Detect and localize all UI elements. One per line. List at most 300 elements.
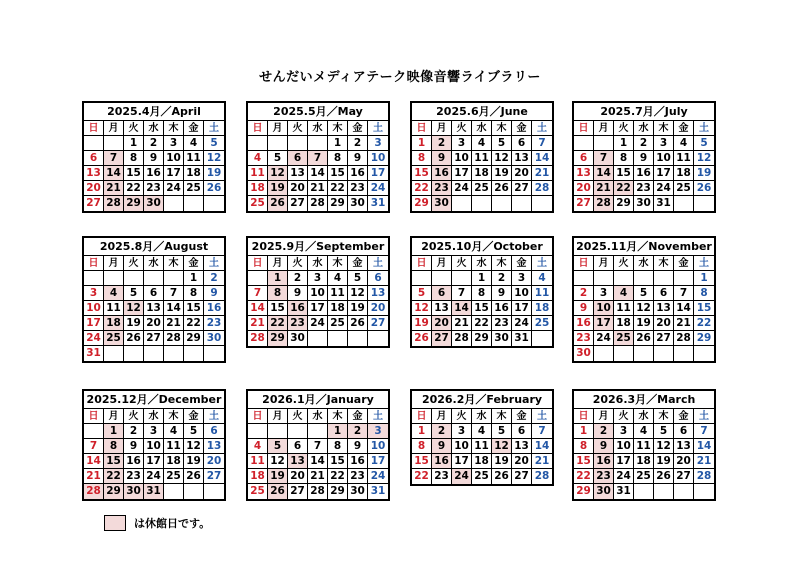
- empty-cell: [184, 484, 204, 499]
- empty-cell: [614, 271, 634, 286]
- day-cell: 23: [432, 469, 452, 484]
- day-cell: 29: [268, 331, 288, 346]
- day-cell: 28: [694, 469, 714, 484]
- day-cell: 28: [248, 331, 268, 346]
- day-cell: 26: [654, 469, 674, 484]
- day-cell: 3: [164, 136, 184, 151]
- day-cell: 16: [348, 454, 368, 469]
- day-cell: 21: [248, 316, 268, 331]
- day-cell: 30: [288, 331, 308, 346]
- day-cell: 14: [84, 454, 104, 469]
- day-cell: 1: [328, 424, 348, 439]
- day-cell: 5: [412, 286, 432, 301]
- day-cell: 23: [348, 181, 368, 196]
- weekday-header: 水: [308, 409, 328, 424]
- day-cell: 16: [492, 301, 512, 316]
- day-cell: 12: [348, 286, 368, 301]
- weekday-header: 水: [308, 256, 328, 271]
- day-cell: 25: [532, 316, 552, 331]
- weekday-header: 土: [368, 256, 388, 271]
- day-cell: 2: [288, 271, 308, 286]
- day-cell: 21: [532, 454, 552, 469]
- day-cell: 18: [248, 469, 268, 484]
- day-cell: 5: [268, 151, 288, 166]
- day-cell: 2: [348, 424, 368, 439]
- day-cell: 10: [368, 151, 388, 166]
- day-cell: 24: [368, 181, 388, 196]
- day-cell: 4: [674, 136, 694, 151]
- day-cell: 23: [348, 469, 368, 484]
- weekday-header: 日: [574, 256, 594, 271]
- day-cell: 28: [84, 484, 104, 499]
- weekday-header: 土: [694, 256, 714, 271]
- day-cell: 10: [614, 439, 634, 454]
- day-cell: 30: [432, 196, 452, 211]
- weekday-header: 金: [512, 256, 532, 271]
- day-cell: 15: [184, 301, 204, 316]
- day-cell: 2: [634, 136, 654, 151]
- day-cell: 9: [492, 286, 512, 301]
- day-cell: 6: [204, 424, 224, 439]
- month-title: 2025.12月／December: [84, 391, 224, 409]
- day-cell: 1: [412, 424, 432, 439]
- day-cell: 12: [634, 301, 654, 316]
- day-cell: 6: [288, 439, 308, 454]
- day-cell: 24: [654, 181, 674, 196]
- day-cell: 11: [248, 454, 268, 469]
- day-cell: 9: [124, 439, 144, 454]
- day-cell: 15: [574, 454, 594, 469]
- day-cell: 18: [184, 166, 204, 181]
- month-calendar: [410, 101, 554, 213]
- empty-cell: [84, 136, 104, 151]
- empty-cell: [614, 346, 634, 361]
- month-calendar: [246, 236, 390, 348]
- empty-cell: [104, 346, 124, 361]
- weekday-header: 木: [654, 121, 674, 136]
- weekday-header: 日: [412, 121, 432, 136]
- day-cell: 5: [268, 439, 288, 454]
- day-cell: 16: [124, 454, 144, 469]
- day-cell: 13: [84, 166, 104, 181]
- day-cell: 9: [204, 286, 224, 301]
- day-cell: 1: [104, 424, 124, 439]
- weekday-header: 日: [574, 409, 594, 424]
- weekday-header: 水: [144, 409, 164, 424]
- day-cell: 30: [348, 196, 368, 211]
- weekday-header: 日: [248, 409, 268, 424]
- day-cell: 11: [532, 286, 552, 301]
- day-cell: 10: [368, 439, 388, 454]
- day-cell: 9: [348, 151, 368, 166]
- day-cell: 14: [594, 166, 614, 181]
- day-grid: [84, 256, 224, 361]
- empty-cell: [694, 196, 714, 211]
- weekday-header: 金: [512, 409, 532, 424]
- weekday-header: 水: [144, 121, 164, 136]
- day-cell: 13: [512, 439, 532, 454]
- day-cell: 11: [634, 439, 654, 454]
- day-cell: 7: [674, 286, 694, 301]
- empty-cell: [248, 271, 268, 286]
- day-cell: 14: [532, 439, 552, 454]
- day-cell: 7: [104, 151, 124, 166]
- weekday-header: 月: [594, 121, 614, 136]
- day-cell: 14: [532, 151, 552, 166]
- day-cell: 22: [472, 316, 492, 331]
- weekday-header: 日: [84, 409, 104, 424]
- day-cell: 2: [432, 136, 452, 151]
- day-cell: 24: [308, 316, 328, 331]
- day-cell: 15: [412, 166, 432, 181]
- empty-cell: [144, 346, 164, 361]
- day-cell: 3: [368, 424, 388, 439]
- day-cell: 8: [184, 286, 204, 301]
- day-cell: 29: [694, 331, 714, 346]
- day-cell: 26: [492, 181, 512, 196]
- weekday-header: 木: [492, 256, 512, 271]
- weekday-header: 日: [574, 121, 594, 136]
- day-cell: 15: [614, 166, 634, 181]
- day-cell: 16: [204, 301, 224, 316]
- day-cell: 13: [368, 286, 388, 301]
- day-cell: 25: [472, 181, 492, 196]
- weekday-header: 火: [452, 256, 472, 271]
- day-cell: 28: [534, 470, 550, 482]
- weekday-header: 月: [432, 121, 452, 136]
- weekday-header: 月: [104, 256, 124, 271]
- weekday-header: 水: [634, 121, 654, 136]
- empty-cell: [674, 484, 694, 499]
- day-cell: 7: [594, 151, 614, 166]
- weekday-header: 金: [184, 121, 204, 136]
- day-cell: 25: [248, 196, 268, 211]
- day-cell: 22: [124, 181, 144, 196]
- day-cell: 8: [472, 286, 492, 301]
- day-cell: 1: [574, 424, 594, 439]
- weekday-header: 金: [674, 256, 694, 271]
- day-cell: 12: [184, 439, 204, 454]
- day-cell: 20: [288, 181, 308, 196]
- empty-cell: [674, 346, 694, 361]
- weekday-header: 木: [164, 121, 184, 136]
- month-calendar: [572, 389, 716, 501]
- day-cell: 28: [674, 331, 694, 346]
- empty-cell: [124, 271, 144, 286]
- day-cell: 9: [348, 439, 368, 454]
- day-cell: 7: [308, 151, 328, 166]
- weekday-header: 月: [104, 121, 124, 136]
- day-cell: 19: [412, 316, 432, 331]
- day-cell: 8: [694, 286, 714, 301]
- day-cell: 20: [574, 181, 594, 196]
- day-cell: 21: [532, 166, 552, 181]
- day-cell: 29: [124, 196, 144, 211]
- day-cell: 24: [144, 469, 164, 484]
- day-cell: 18: [472, 454, 492, 469]
- empty-cell: [654, 346, 674, 361]
- day-cell: 15: [694, 301, 714, 316]
- day-cell: 27: [84, 196, 104, 211]
- day-cell: 24: [452, 181, 472, 196]
- weekday-header: 土: [694, 121, 714, 136]
- day-cell: 5: [492, 136, 512, 151]
- day-cell: 20: [84, 181, 104, 196]
- empty-cell: [164, 346, 184, 361]
- day-cell: 31: [614, 484, 634, 499]
- day-cell: 11: [248, 166, 268, 181]
- day-cell: 19: [694, 166, 714, 181]
- day-cell: 9: [634, 151, 654, 166]
- day-cell: 27: [432, 331, 452, 346]
- day-cell: 26: [184, 469, 204, 484]
- day-cell: 27: [512, 469, 532, 484]
- empty-cell: [532, 331, 552, 346]
- day-cell: 18: [248, 181, 268, 196]
- day-cell: 13: [288, 166, 308, 181]
- weekday-header: 金: [348, 409, 368, 424]
- day-cell: 6: [512, 424, 532, 439]
- day-cell: 24: [594, 331, 614, 346]
- empty-cell: [104, 271, 124, 286]
- weekday-header: 土: [694, 409, 714, 424]
- day-cell: 22: [328, 181, 348, 196]
- day-cell: 24: [614, 469, 634, 484]
- day-cell: 18: [674, 166, 694, 181]
- day-grid: [412, 256, 552, 346]
- day-cell: 3: [368, 136, 388, 151]
- day-cell: 22: [412, 181, 432, 196]
- day-cell: 16: [348, 166, 368, 181]
- month-title: 2025.7月／July: [574, 103, 714, 121]
- day-cell: 10: [164, 151, 184, 166]
- day-cell: 22: [328, 469, 348, 484]
- day-cell: 25: [328, 316, 348, 331]
- day-cell: 6: [574, 151, 594, 166]
- day-cell: 4: [614, 286, 634, 301]
- day-cell: 8: [328, 439, 348, 454]
- empty-cell: [452, 271, 472, 286]
- weekday-header: 日: [248, 121, 268, 136]
- day-cell: 3: [512, 271, 532, 286]
- day-cell: 25: [184, 181, 204, 196]
- day-cell: 1: [694, 271, 714, 286]
- day-cell: 20: [512, 454, 532, 469]
- day-cell: 11: [674, 151, 694, 166]
- day-cell: 13: [654, 301, 674, 316]
- empty-cell: [124, 346, 144, 361]
- day-cell: 28: [104, 196, 124, 211]
- day-cell: 4: [164, 424, 184, 439]
- day-cell: 18: [328, 301, 348, 316]
- day-cell: 2: [574, 286, 594, 301]
- day-cell: 20: [204, 454, 224, 469]
- day-grid: [248, 409, 388, 499]
- month-title: 2026.1月／January: [248, 391, 388, 409]
- day-cell: 9: [432, 151, 452, 166]
- weekday-header: 木: [654, 409, 674, 424]
- day-cell: 25: [674, 181, 694, 196]
- empty-cell: [492, 196, 512, 211]
- day-grid: [412, 121, 552, 211]
- day-cell: 2: [594, 424, 614, 439]
- month-title: 2025.9月／September: [248, 238, 388, 256]
- weekday-header: 木: [654, 256, 674, 271]
- day-cell: 24: [164, 181, 184, 196]
- day-cell: 19: [492, 454, 512, 469]
- day-cell: 13: [574, 166, 594, 181]
- day-cell: 17: [164, 166, 184, 181]
- empty-cell: [674, 196, 694, 211]
- day-cell: 15: [472, 301, 492, 316]
- day-cell: 18: [104, 316, 124, 331]
- day-cell: 27: [674, 469, 694, 484]
- empty-cell: [368, 331, 388, 346]
- weekday-header: 月: [432, 409, 452, 424]
- empty-cell: [308, 331, 328, 346]
- day-cell: 16: [574, 316, 594, 331]
- day-cell: 26: [124, 331, 144, 346]
- day-cell: 30: [348, 484, 368, 499]
- day-cell: 12: [492, 151, 512, 166]
- day-cell: 8: [574, 439, 594, 454]
- day-cell: 30: [634, 196, 654, 211]
- day-cell: 15: [268, 301, 288, 316]
- day-cell: 28: [308, 484, 328, 499]
- day-cell: 3: [452, 136, 472, 151]
- month-title: 2026.3月／March: [574, 391, 714, 409]
- day-cell: 21: [594, 181, 614, 196]
- day-cell: 21: [308, 469, 328, 484]
- day-cell: 21: [694, 454, 714, 469]
- day-cell: 26: [694, 181, 714, 196]
- day-cell: 2: [492, 271, 512, 286]
- day-cell: 23: [124, 469, 144, 484]
- day-cell: 3: [594, 286, 614, 301]
- day-cell: 17: [512, 301, 532, 316]
- day-cell: 20: [288, 469, 308, 484]
- day-cell: 28: [532, 181, 552, 196]
- empty-cell: [144, 271, 164, 286]
- day-cell: 3: [144, 424, 164, 439]
- day-cell: 2: [348, 136, 368, 151]
- day-cell: 6: [654, 286, 674, 301]
- empty-cell: [268, 136, 288, 151]
- day-cell: 20: [654, 316, 674, 331]
- day-cell: 10: [308, 286, 328, 301]
- empty-cell: [432, 271, 452, 286]
- empty-cell: [204, 196, 224, 211]
- empty-cell: [412, 271, 432, 286]
- day-cell: 22: [104, 469, 124, 484]
- day-cell: 30: [124, 484, 144, 499]
- day-cell: 4: [634, 424, 654, 439]
- day-cell: 12: [268, 454, 288, 469]
- day-cell: 5: [184, 424, 204, 439]
- day-cell: 29: [614, 196, 634, 211]
- day-cell: 15: [328, 166, 348, 181]
- day-cell: 27: [368, 316, 388, 331]
- day-cell: 9: [574, 301, 594, 316]
- day-cell: 12: [412, 301, 432, 316]
- day-cell: 9: [288, 286, 308, 301]
- weekday-header: 水: [308, 121, 328, 136]
- day-cell: 5: [204, 136, 224, 151]
- day-cell: 6: [432, 286, 452, 301]
- day-cell: 8: [104, 439, 124, 454]
- weekday-header: 土: [204, 121, 224, 136]
- empty-cell: [634, 271, 654, 286]
- day-cell: 5: [654, 424, 674, 439]
- day-cell: 10: [452, 151, 472, 166]
- weekday-header: 土: [532, 256, 552, 271]
- day-cell: 31: [370, 197, 386, 209]
- day-cell: 17: [452, 454, 472, 469]
- day-cell: 17: [84, 316, 104, 331]
- day-cell: 12: [124, 301, 144, 316]
- month-title: 2025.10月／October: [412, 238, 552, 256]
- day-cell: 14: [674, 301, 694, 316]
- weekday-header: 月: [594, 256, 614, 271]
- day-cell: 29: [184, 331, 204, 346]
- weekday-header: 月: [268, 121, 288, 136]
- day-cell: 13: [288, 454, 308, 469]
- month-calendar: [82, 236, 226, 363]
- page-title: せんだいメディアテーク映像音響ライブラリー: [259, 70, 541, 85]
- day-cell: 4: [472, 424, 492, 439]
- day-cell: 16: [432, 454, 452, 469]
- day-cell: 25: [614, 331, 634, 346]
- weekday-header: 日: [248, 256, 268, 271]
- day-cell: 30: [144, 196, 164, 211]
- day-cell: 23: [288, 316, 308, 331]
- weekday-header: 金: [184, 256, 204, 271]
- day-cell: 3: [654, 136, 674, 151]
- empty-cell: [328, 331, 348, 346]
- weekday-header: 土: [204, 409, 224, 424]
- day-cell: 20: [368, 301, 388, 316]
- weekday-header: 火: [614, 409, 634, 424]
- weekday-header: 金: [674, 409, 694, 424]
- day-cell: 21: [104, 181, 124, 196]
- weekday-header: 水: [472, 256, 492, 271]
- empty-cell: [84, 424, 104, 439]
- day-cell: 16: [432, 166, 452, 181]
- day-cell: 1: [328, 136, 348, 151]
- day-cell: 6: [368, 271, 388, 286]
- day-cell: 12: [204, 151, 224, 166]
- weekday-header: 金: [348, 256, 368, 271]
- day-cell: 1: [614, 136, 634, 151]
- day-cell: 28: [164, 331, 184, 346]
- day-cell: 15: [328, 454, 348, 469]
- day-cell: 6: [288, 151, 308, 166]
- day-cell: 8: [328, 151, 348, 166]
- empty-cell: [452, 196, 472, 211]
- day-cell: 23: [204, 316, 224, 331]
- day-cell: 17: [654, 166, 674, 181]
- day-cell: 19: [654, 454, 674, 469]
- weekday-header: 水: [472, 409, 492, 424]
- empty-cell: [532, 196, 552, 211]
- day-cell: 23: [634, 181, 654, 196]
- legend: [104, 515, 210, 531]
- weekday-header: 土: [368, 409, 388, 424]
- day-cell: 28: [594, 196, 614, 211]
- day-cell: 31: [512, 331, 532, 346]
- day-cell: 8: [412, 151, 432, 166]
- day-cell: 25: [634, 469, 654, 484]
